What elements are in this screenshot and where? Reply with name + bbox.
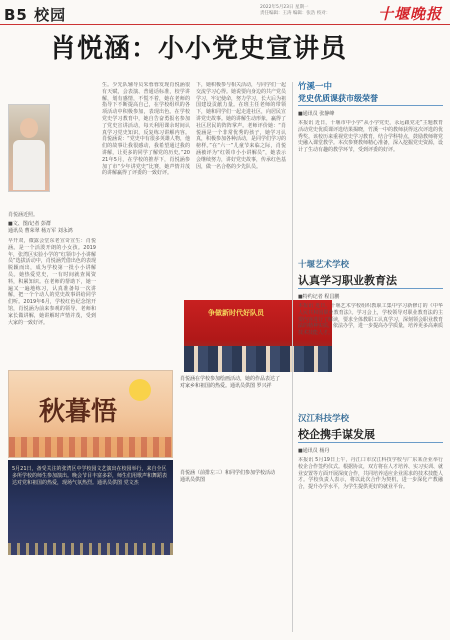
side3-rule (298, 442, 443, 443)
column-divider (292, 82, 293, 632)
section-title: B5 校园 (4, 6, 67, 24)
performance-caption: 5月21日，备受关注的张湾区中学校园文艺演出在校园举行，来自全区多所学校的师生参加演出。晚会节目丰富多彩，师生们用歌声和舞蹈表达对党和祖国的热爱，现场气氛热烈。通讯员供图 党文杰 (12, 466, 168, 486)
side2-body: 本报讯 近日，十堰艺术学校组织教职工集中学习新修订的《中华人民共和国职业教育法》。学习会上，学校领导对职业教育法的主要内容进行了解读，要求全体教职工认真学习，深刻领会职业教育法的精神实质，依法办学，进一步提高办学质量，培养更多高素质技术技能人才。 (298, 303, 443, 337)
side3-byline: ■通讯员 杨丹 (298, 448, 330, 454)
portrait-shirt (13, 140, 45, 190)
side1-tag: 竹溪一中 (298, 82, 333, 92)
side2-tag: 十堰艺术学校 (298, 260, 350, 270)
side3-title: 校企携手谋发展 (298, 428, 375, 441)
main-byline (8, 221, 100, 235)
students-banner: 争做新时代好队员 (208, 309, 264, 317)
main-column-2: 生。少先队辅导员朱蓉蓉发现肖悦涵很有天赋，会表演、普通话标准，校学讲解，划有感情，不慌不着，她在老师的指导下不断提高自己，在学校组织的各项活动中积极参加，表现出色。在学校党史学习教育中，她自告奋勇报名参加了党史宣讲活动，每天利用课余时间认真学习党史知识，反复练习讲解内容。肖悦涵说：“党史中有很多英雄人物，他们的故事让我很感动，我希望通过我的讲解，让更多的同学了解党的历史。”2021年5月，在学校的推荐下，肖悦涵参加了市“少年讲党史”比赛，她声情并茂的讲解赢得了评委的一致好评。 (102, 82, 190, 177)
byline-author: ■文、图/记者 彭群 (8, 221, 51, 227)
issue-editors: 责任编辑：王涛 编辑：张浩 校对： (260, 11, 331, 16)
portrait-caption: 肖悦涵近照。 (8, 212, 39, 218)
side1-rule (298, 105, 443, 106)
byline-contributors: 通讯员 曹荣翠 杨万军 刘永鸿 (8, 228, 73, 234)
side1-body: 本报讯 近日，十堰市中小学“从小学党史，永远跟党走”主题教育活动党史优质课评选结果揭晓，竹溪一中的教师获得这次评选的优秀奖。该校历来重视党史学习教育，结合学科特点，鼓励教师将党史融入课堂教学。本次参赛教师精心准备，深入挖掘党史资源，设计了生动有趣的教学环节，受到评委的好评。 (298, 120, 443, 154)
students-caption (180, 470, 280, 484)
side2-rule (298, 288, 443, 289)
side3-tag: 汉江科技学校 (298, 414, 350, 424)
side1-title: 党史优质课获市级荣誉 (298, 94, 378, 103)
performance-photo (8, 460, 173, 555)
issue-date: 2022年5月23日 星期一 (260, 5, 309, 10)
stage-lights (8, 543, 173, 555)
side2-title: 认真学习职业教育法 (298, 274, 397, 287)
side2-byline: ■特约记者 程昌鹏 (298, 294, 340, 300)
header-rule (0, 24, 450, 25)
page-headline: 肖悦涵：小小党史宣讲员 (50, 34, 348, 64)
painting-photo (8, 370, 173, 458)
painting-sun (129, 379, 151, 401)
students-caption-credit: 通讯员供图 (180, 477, 206, 483)
portrait-face (20, 118, 38, 138)
main-column-3: 下，她积极参与相关活动，与同学们一起交流学习心得。她说要向身边的共产党员学习，牢记使命，努力学习，长大后为祖国建设贡献力量。在班主任老师的带领下，她和同学们一起走进社区，向居民宣讲党史故事。她的讲解生动形象，赢得了社区居民的阵阵掌声。老师评价她：“肖悦涵是一个非常优秀的孩子，她学习认真，积极参加各种活动，是同学们学习的榜样。”在“六一”儿童节来临之际，肖悦涵被评为“红领巾小小讲解员”，她表示会继续努力，讲好党史故事，传承红色基因，做一名合格的少先队员。 (196, 82, 286, 170)
painting-calligraphy: 秋暮悟 (39, 397, 118, 427)
main-column-1: 早开双，微露会堂东老宣奇宣生：肖悦涵。是一个活泼开朗的小女孩。2019年，张湾区实验小学的“红领巾小小讲解员”选拔活动中，肖悦涵凭借出色的表现脱颖而出，成为学校第一批小小讲解员。她热爱党史，一有时间就查阅资料，积累知识。在老师的帮助下，她一遍又一遍地练习，认真准备每一次讲解，把一个个动人的党史故事讲给同学们听。2019年6月，学校红色纪念馆开馆，肖悦涵为前来参观的领导、老师和家长做讲解，她讲解时声情并茂，受到大家的一致好评。 (8, 238, 96, 326)
newspaper-logo: 十堰晚报 (378, 5, 443, 23)
painting-caption: 肖悦涵在学校参加绘画活动，她的作品表达了对家乡和祖国的热爱。通讯员供图 罗兴祥 (180, 376, 281, 389)
side1-byline: ■通讯员 张静峰 (298, 111, 335, 117)
issue-meta (260, 5, 370, 17)
students-caption-text: 肖悦涵（前排左三）和同学们参加学校活动 (180, 470, 276, 476)
side3-body: 本报讯 5月19日上午，丹江口市汉江科技学校与广东某企业举行校企合作签约仪式。根据协议，双方将在人才培养、实习实训、就业安置等方面开展深度合作，共同培养适应企业需求的技术技能人才。学校负责人表示，将以此次合作为契机，进一步深化产教融合，提升办学水平，为学生提供更好的就业平台。 (298, 457, 443, 491)
painting-stripe (9, 437, 172, 457)
